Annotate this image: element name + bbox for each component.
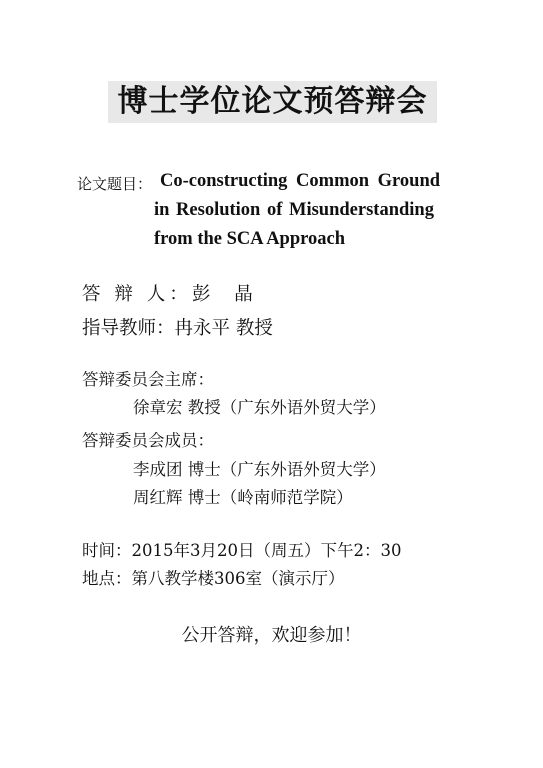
thesis-title-line-3: from the SCA Approach <box>154 229 346 249</box>
thesis-title-line-2: in Resolution of Misunderstanding <box>154 200 434 220</box>
defender-label: 答 辩 人： <box>82 284 192 305</box>
title-banner <box>108 81 437 123</box>
welcome-note: 公开答辩，欢迎参加！ <box>181 625 362 646</box>
thesis-title-line-1: Co-constructing Common Ground <box>160 171 441 191</box>
committee-members-label: 答辩委员会成员： <box>82 431 214 450</box>
committee-member-1: 李成团 博士（广东外语外贸大学） <box>133 460 386 479</box>
committee-chair-label: 答辩委员会主席： <box>82 370 214 389</box>
committee-chair: 徐章宏 教授（广东外语外贸大学） <box>133 398 386 417</box>
advisor-line: 指导教师：冉永平 教授 <box>82 318 273 339</box>
thesis-title-label: 论文题目： <box>77 175 153 193</box>
defender-name: 彭 晶 <box>192 284 257 305</box>
defense-time: 时间：2015年3月20日（周五）下午2：30 <box>82 541 402 560</box>
page-title: 博士学位论文预答辩会 <box>117 84 428 119</box>
defense-place: 地点：第八教学楼306室（演示厅） <box>82 569 345 588</box>
committee-member-2: 周红辉 博士（岭南师范学院） <box>133 488 353 507</box>
